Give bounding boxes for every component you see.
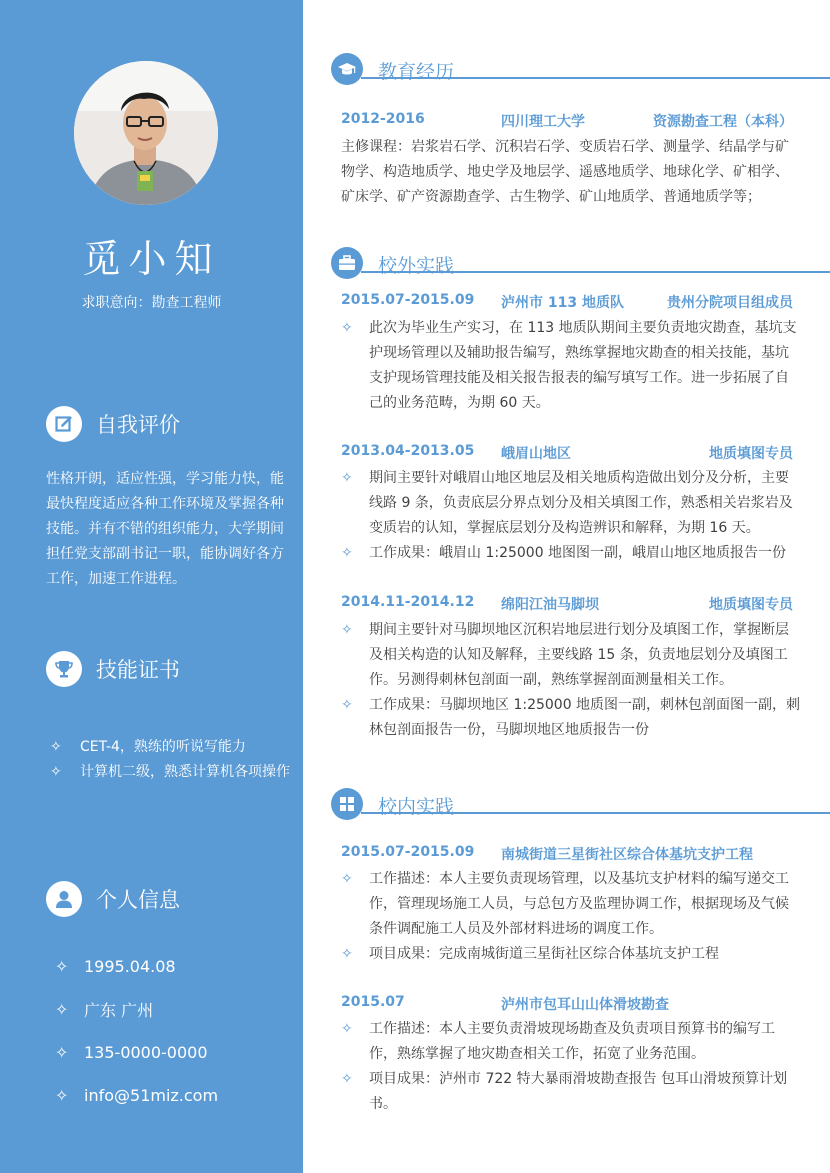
education-entry-head <box>341 111 793 133</box>
bullet-icon: ✧ <box>55 1086 69 1105</box>
briefcase-icon <box>331 247 363 279</box>
bullet-icon: ✧ <box>341 697 353 713</box>
entry-project: 南城街道三星街社区综合体基坑支护工程 <box>501 847 753 863</box>
external-practice-title: 校外实践 <box>378 255 455 277</box>
internal-entry-2-bullets <box>341 1017 801 1117</box>
skills-header <box>46 650 180 688</box>
graduation-cap-icon <box>331 53 363 85</box>
entry-period: 2015.07 <box>341 994 405 1010</box>
user-icon <box>46 881 82 917</box>
external-entry-1-bullets <box>341 316 801 416</box>
email[interactable]: ✧ info@51miz.com <box>55 1086 219 1105</box>
bullet-icon: ✧ <box>341 622 353 638</box>
entry-role: 地质填图专员 <box>709 446 793 462</box>
list-item: ✧ 工作描述：本人主要负责现场管理，以及基坑支护材料的编写递交工作，管理现场施工人员，与总包方及监理协调工作，根据现场及气候条件调配施工人员及外部材料进场的调度工作。 <box>341 867 801 942</box>
edit-icon <box>46 406 82 442</box>
sidebar <box>0 0 303 1173</box>
self-eval-text: 性格开朗，适应性强，学习能力快，能最快程度适应各种工作环境及掌握各种技能。并有不错的组织能力，大学期间担任党支部副书记一职，能协调好各方工作，加速工作进程。 <box>46 471 284 587</box>
skills-title: 技能证书 <box>96 658 180 682</box>
entry-org: 泸州市 113 地质队 <box>501 295 624 311</box>
candidate-name: 觅小知 <box>82 237 221 281</box>
bullet-icon: ✧ <box>50 764 62 780</box>
bullet-icon: ✧ <box>341 320 353 336</box>
entry-role: 贵州分院项目组成员 <box>667 295 793 311</box>
list-item: ✧ 工作成果：马脚坝地区 1:25000 地质图一副，刺林包剖面图一副，刺林包剖面报告一份，马脚坝地区地质报告一份 <box>341 693 801 743</box>
entry-org: 绵阳江油马脚坝 <box>501 597 599 613</box>
entry-period: 2015.07-2015.09 <box>341 292 475 308</box>
education-title: 教育经历 <box>378 61 455 83</box>
internal-entry-1-bullets <box>341 867 801 967</box>
entry-period: 2014.11-2014.12 <box>341 594 475 610</box>
education-period: 2012-2016 <box>341 111 425 127</box>
skills-list <box>50 735 290 785</box>
bullet-icon: ✧ <box>55 1000 69 1019</box>
entry-period: 2013.04-2013.05 <box>341 443 475 459</box>
bullet-icon: ✧ <box>341 545 353 561</box>
list-item: ✧ 此次为毕业生产实习，在 113 地质队期间主要负责地灾勘查，基坑支护现场管理以及辅助报告编写，熟练掌握地灾勘查的相关技能，基坑支护现场管理技能及相关报告报表的编写填写工作。进一步拓展了自己的业务范畴，为期 60 天。 <box>341 316 801 416</box>
list-item: ✧ 期间主要针对峨眉山地区地层及相关地质构造做出划分及分析，主要线路 9 条，负责底层分界点划分及相关填图工作，熟悉相关岩浆岩及变质岩的认知，掌握底层划分及构造辨识和解释，为期 16 天。 <box>341 466 801 541</box>
list-item: ✧ 项目成果：完成南城街道三星街社区综合体基坑支护工程 <box>341 942 801 967</box>
list-item: ✧ 工作描述：本人主要负责滑坡现场勘查及负责项目预算书的编写工作，熟练掌握了地灾勘查相关工作，拓宽了业务范围。 <box>341 1017 801 1067</box>
bullet-icon: ✧ <box>341 1021 353 1037</box>
bullet-icon: ✧ <box>55 1043 69 1062</box>
list-item: ✧ CET-4，熟练的听说写能力 <box>50 735 290 760</box>
grid-icon <box>331 788 363 820</box>
external-entry-1-head <box>341 292 793 314</box>
entry-period: 2015.07-2015.09 <box>341 844 475 860</box>
list-item: ✧ 计算机二级，熟悉计算机各项操作 <box>50 760 290 785</box>
phone: ✧ 135-0000-0000 <box>55 1043 208 1062</box>
self-eval-title: 自我评价 <box>96 413 180 437</box>
entry-project: 泸州市包耳山山体滑坡勘查 <box>501 997 669 1013</box>
external-entry-2-bullets <box>341 466 801 566</box>
info-header <box>46 880 180 918</box>
bullet-icon: ✧ <box>341 470 353 486</box>
list-item: ✧ 期间主要针对马脚坝地区沉积岩地层进行划分及填图工作，掌握断层及相关构造的认知及解释，主要线路 15 条，负责地层划分及填图工作。另测得刺林包剖面一副，熟练掌握剖面测量相关工作。 <box>341 618 801 693</box>
entry-org: 峨眉山地区 <box>501 446 571 462</box>
self-eval-header <box>46 405 180 443</box>
internal-entry-1-head <box>341 844 793 866</box>
education-school: 四川理工大学 <box>501 114 585 130</box>
bullet-icon: ✧ <box>50 739 62 755</box>
external-entry-3-head <box>341 594 793 616</box>
list-item: ✧ 工作成果：峨眉山 1:25000 地图图一副，峨眉山地区地质报告一份 <box>341 541 801 566</box>
external-entry-2-head <box>341 443 793 465</box>
trophy-icon <box>46 651 82 687</box>
internal-entry-2-head <box>341 994 793 1016</box>
info-title: 个人信息 <box>96 888 180 912</box>
external-entry-3-bullets <box>341 618 801 743</box>
location: ✧ 广东 广州 <box>55 1000 154 1020</box>
bullet-icon: ✧ <box>55 957 69 976</box>
entry-role: 地质填图专员 <box>709 597 793 613</box>
internal-practice-title: 校内实践 <box>378 796 455 818</box>
avatar <box>74 61 218 205</box>
external-practice-header <box>331 246 830 280</box>
bullet-icon: ✧ <box>341 946 353 962</box>
education-courses: 主修课程：岩浆岩石学、沉积岩石学、变质岩石学、测量学、结晶学与矿物学、构造地质学、地史学及地层学、遥感地质学、地球化学、矿相学、矿床学、矿产资源勘查学、古生物学、矿山地质学、普通地质学等； <box>341 139 789 205</box>
birthdate: ✧ 1995.04.08 <box>55 957 176 976</box>
internal-practice-header <box>331 787 830 821</box>
main-content <box>303 0 830 1173</box>
education-header <box>331 52 830 86</box>
education-major: 资源勘查工程（本科） <box>653 114 793 130</box>
job-intent: 求职意向：勘查工程师 <box>81 295 222 311</box>
bullet-icon: ✧ <box>341 1071 353 1087</box>
info-list <box>55 945 295 1117</box>
bullet-icon: ✧ <box>341 871 353 887</box>
list-item: ✧ 项目成果：泸州市 722 特大暴雨滑坡勘查报告 包耳山滑坡预算计划书。 <box>341 1067 801 1117</box>
